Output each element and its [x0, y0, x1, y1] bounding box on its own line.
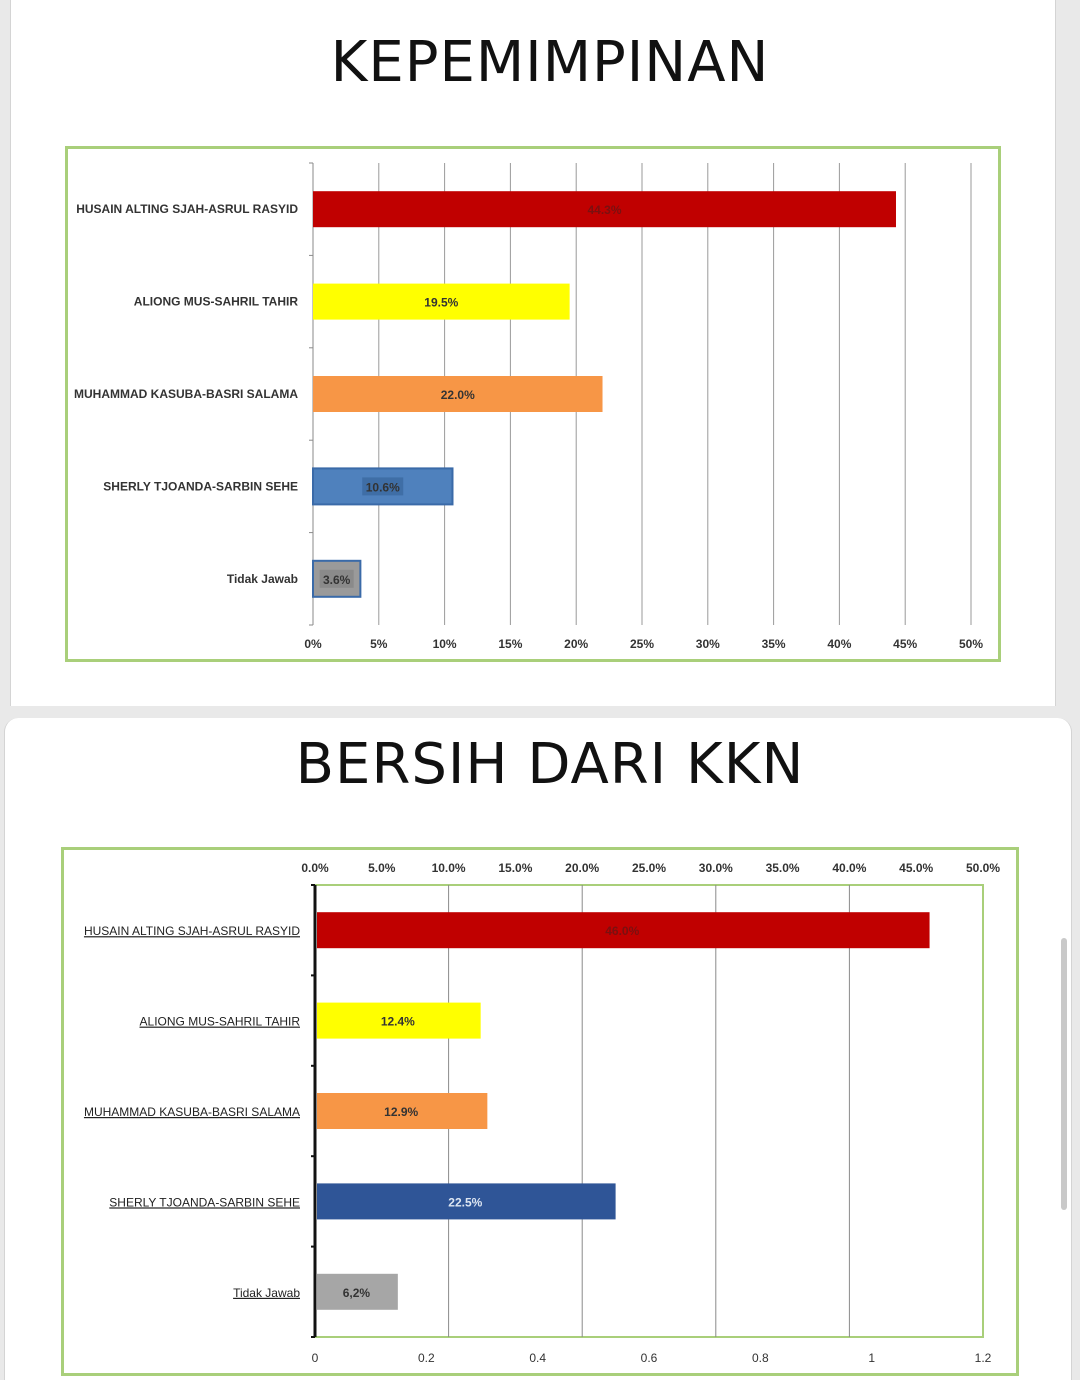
data-label: 3.6%	[323, 572, 351, 587]
x-tick-label: 40%	[827, 637, 852, 651]
data-label: 12.4%	[380, 1014, 415, 1029]
data-label: 6,2%	[342, 1285, 371, 1300]
x-top-tick-label: 10.0%	[431, 861, 466, 875]
x-tick-label: 0%	[304, 637, 322, 651]
data-label: 22.5%	[448, 1195, 483, 1210]
chart-title-1: KEPEMIMPINAN	[330, 30, 770, 95]
x-top-tick-label: 15.0%	[498, 861, 533, 875]
x-tick-label: 25%	[629, 637, 655, 651]
x-tick-label: 10%	[432, 637, 457, 651]
x-top-tick-label: 50.0%	[965, 861, 1001, 875]
category-label: MUHAMMAD KASUBA-BASRI SALAMA	[83, 1105, 300, 1119]
category-label: ALIONG MUS-SAHRIL TAHIR	[139, 1014, 300, 1029]
category-label: SHERLY TJOANDA-SARBIN SEHE	[109, 1195, 300, 1210]
x-tick-label: 45%	[893, 637, 918, 651]
x-bottom-tick-label: 0.8	[751, 1351, 769, 1365]
x-top-tick-label: 20.0%	[565, 861, 600, 875]
x-top-tick-label: 40.0%	[832, 861, 867, 875]
data-label: 46.0%	[605, 924, 640, 939]
x-bottom-tick-label: 0	[311, 1351, 319, 1365]
data-label: 22.0%	[440, 388, 475, 402]
x-bottom-tick-label: 0.4	[529, 1351, 547, 1365]
x-tick-label: 50%	[958, 637, 984, 651]
data-label: 19.5%	[424, 295, 459, 310]
category-label: Tidak Jawab	[226, 571, 298, 586]
category-label: ALIONG MUS-SAHRIL TAHIR	[133, 294, 298, 309]
x-top-tick-label: 45.0%	[899, 861, 934, 875]
x-top-tick-label: 5.0%	[368, 861, 396, 875]
category-label: HUSAIN ALTING SJAH-ASRUL RASYID	[76, 202, 298, 217]
category-label: SHERLY TJOANDA-SARBIN SEHE	[103, 479, 298, 494]
x-bottom-tick-label: 1	[868, 1351, 876, 1365]
x-bottom-tick-label: 0.6	[640, 1351, 658, 1365]
x-tick-label: 5%	[370, 637, 388, 651]
chart-title-2: BERSIH DARI KKN	[295, 732, 805, 797]
x-top-tick-label: 30.0%	[698, 861, 733, 875]
data-label: 12.9%	[384, 1105, 419, 1119]
category-label: MUHAMMAD KASUBA-BASRI SALAMA	[74, 387, 298, 401]
x-bottom-tick-label: 0.2	[417, 1351, 435, 1365]
data-label: 44.3%	[587, 203, 622, 218]
x-bottom-tick-label: 1.2	[974, 1351, 992, 1365]
x-top-tick-label: 35.0%	[765, 861, 800, 875]
x-top-tick-label: 0.0%	[301, 861, 329, 875]
data-label: 10.6%	[365, 480, 400, 495]
x-tick-label: 15%	[498, 637, 523, 651]
x-tick-label: 20%	[564, 637, 589, 651]
category-label: Tidak Jawab	[233, 1285, 300, 1300]
x-tick-label: 35%	[761, 637, 786, 651]
x-top-tick-label: 25.0%	[631, 861, 667, 875]
category-label: HUSAIN ALTING SJAH-ASRUL RASYID	[83, 924, 300, 939]
x-tick-label: 30%	[695, 637, 720, 651]
